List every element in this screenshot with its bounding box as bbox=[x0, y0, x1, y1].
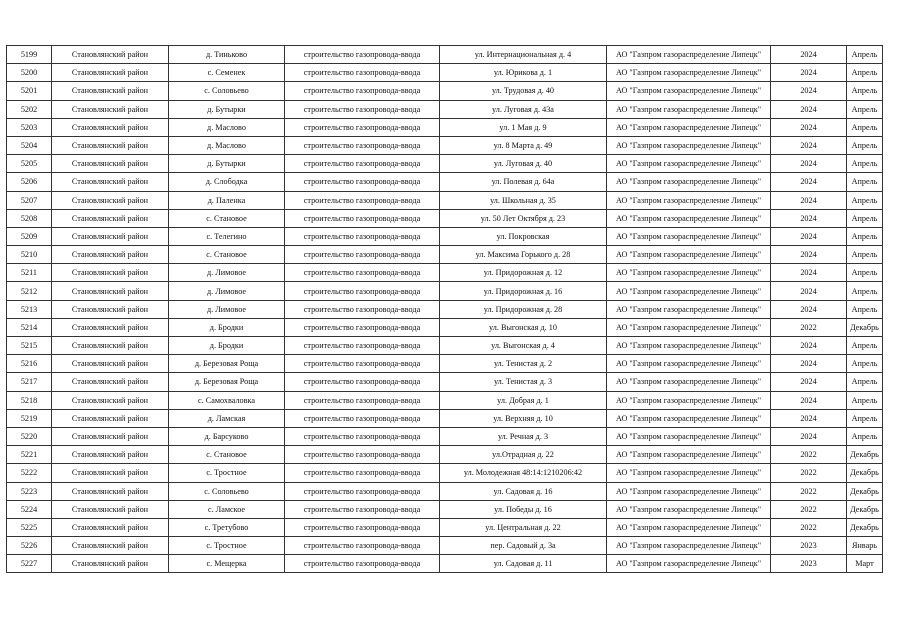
table-row bbox=[7, 82, 883, 100]
table-row bbox=[7, 464, 883, 482]
year-cell: 2024 bbox=[771, 191, 847, 209]
settlement-cell: д. Бродки bbox=[169, 318, 285, 336]
address-cell: ул. Тенистая д. 2 bbox=[440, 355, 607, 373]
district-cell: Становлянский район bbox=[52, 337, 169, 355]
row-number-cell: 5203 bbox=[7, 118, 52, 136]
month-cell: Апрель bbox=[847, 264, 883, 282]
table-row bbox=[7, 391, 883, 409]
table-row bbox=[7, 118, 883, 136]
month-cell: Апрель bbox=[847, 391, 883, 409]
year-cell: 2022 bbox=[771, 318, 847, 336]
work-type-cell: строительство газопровода-ввода bbox=[285, 446, 440, 464]
year-cell: 2024 bbox=[771, 337, 847, 355]
address-cell: ул. Центральная д. 22 bbox=[440, 518, 607, 536]
settlement-cell: д. Маслово bbox=[169, 118, 285, 136]
year-cell: 2024 bbox=[771, 427, 847, 445]
address-cell: ул. 1 Мая д. 9 bbox=[440, 118, 607, 136]
work-type-cell: строительство газопровода-ввода bbox=[285, 555, 440, 573]
organization-cell: АО "Газпром газораспределение Липецк" bbox=[607, 246, 771, 264]
district-cell: Становлянский район bbox=[52, 355, 169, 373]
month-cell: Декабрь bbox=[847, 318, 883, 336]
address-cell: ул. Речная д. 3 bbox=[440, 427, 607, 445]
district-cell: Становлянский район bbox=[52, 155, 169, 173]
work-type-cell: строительство газопровода-ввода bbox=[285, 500, 440, 518]
organization-cell: АО "Газпром газораспределение Липецк" bbox=[607, 118, 771, 136]
district-cell: Становлянский район bbox=[52, 427, 169, 445]
settlement-cell: д. Бутырки bbox=[169, 155, 285, 173]
row-number-cell: 5207 bbox=[7, 191, 52, 209]
organization-cell: АО "Газпром газораспределение Липецк" bbox=[607, 155, 771, 173]
work-type-cell: строительство газопровода-ввода bbox=[285, 264, 440, 282]
month-cell: Апрель bbox=[847, 173, 883, 191]
address-cell: ул.Отрадная д. 22 bbox=[440, 446, 607, 464]
year-cell: 2024 bbox=[771, 227, 847, 245]
month-cell: Апрель bbox=[847, 136, 883, 154]
organization-cell: АО "Газпром газораспределение Липецк" bbox=[607, 100, 771, 118]
settlement-cell: с. Самохваловка bbox=[169, 391, 285, 409]
year-cell: 2024 bbox=[771, 155, 847, 173]
organization-cell: АО "Газпром газораспределение Липецк" bbox=[607, 209, 771, 227]
district-cell: Становлянский район bbox=[52, 173, 169, 191]
year-cell: 2024 bbox=[771, 118, 847, 136]
table-row bbox=[7, 355, 883, 373]
settlement-cell: с. Становое bbox=[169, 209, 285, 227]
year-cell: 2024 bbox=[771, 82, 847, 100]
table-row bbox=[7, 427, 883, 445]
organization-cell: АО "Газпром газораспределение Липецк" bbox=[607, 464, 771, 482]
organization-cell: АО "Газпром газораспределение Липецк" bbox=[607, 537, 771, 555]
month-cell: Апрель bbox=[847, 191, 883, 209]
row-number-cell: 5227 bbox=[7, 555, 52, 573]
district-cell: Становлянский район bbox=[52, 46, 169, 64]
organization-cell: АО "Газпром газораспределение Липецк" bbox=[607, 555, 771, 573]
work-type-cell: строительство газопровода-ввода bbox=[285, 518, 440, 536]
row-number-cell: 5206 bbox=[7, 173, 52, 191]
settlement-cell: с. Телегино bbox=[169, 227, 285, 245]
district-cell: Становлянский район bbox=[52, 64, 169, 82]
work-type-cell: строительство газопровода-ввода bbox=[285, 427, 440, 445]
row-number-cell: 5215 bbox=[7, 337, 52, 355]
work-type-cell: строительство газопровода-ввода bbox=[285, 191, 440, 209]
row-number-cell: 5205 bbox=[7, 155, 52, 173]
organization-cell: АО "Газпром газораспределение Липецк" bbox=[607, 46, 771, 64]
table-row bbox=[7, 191, 883, 209]
settlement-cell: с. Третубово bbox=[169, 518, 285, 536]
organization-cell: АО "Газпром газораспределение Липецк" bbox=[607, 64, 771, 82]
settlement-cell: д. Тиньково bbox=[169, 46, 285, 64]
row-number-cell: 5209 bbox=[7, 227, 52, 245]
organization-cell: АО "Газпром газораспределение Липецк" bbox=[607, 409, 771, 427]
work-type-cell: строительство газопровода-ввода bbox=[285, 373, 440, 391]
table-row bbox=[7, 46, 883, 64]
work-type-cell: строительство газопровода-ввода bbox=[285, 246, 440, 264]
table-row bbox=[7, 155, 883, 173]
table-row bbox=[7, 246, 883, 264]
table-row bbox=[7, 264, 883, 282]
year-cell: 2024 bbox=[771, 300, 847, 318]
organization-cell: АО "Газпром газораспределение Липецк" bbox=[607, 136, 771, 154]
settlement-cell: д. Ламская bbox=[169, 409, 285, 427]
work-type-cell: строительство газопровода-ввода bbox=[285, 46, 440, 64]
organization-cell: АО "Газпром газораспределение Липецк" bbox=[607, 500, 771, 518]
organization-cell: АО "Газпром газораспределение Липецк" bbox=[607, 191, 771, 209]
year-cell: 2024 bbox=[771, 282, 847, 300]
row-number-cell: 5200 bbox=[7, 64, 52, 82]
work-type-cell: строительство газопровода-ввода bbox=[285, 136, 440, 154]
table-row bbox=[7, 227, 883, 245]
address-cell: ул. Юрикова д. 1 bbox=[440, 64, 607, 82]
row-number-cell: 5213 bbox=[7, 300, 52, 318]
month-cell: Апрель bbox=[847, 118, 883, 136]
month-cell: Декабрь bbox=[847, 464, 883, 482]
month-cell: Апрель bbox=[847, 373, 883, 391]
year-cell: 2022 bbox=[771, 446, 847, 464]
year-cell: 2024 bbox=[771, 100, 847, 118]
work-type-cell: строительство газопровода-ввода bbox=[285, 100, 440, 118]
table-row bbox=[7, 518, 883, 536]
settlement-cell: д. Слободка bbox=[169, 173, 285, 191]
table-row bbox=[7, 482, 883, 500]
settlement-cell: с. Становое bbox=[169, 246, 285, 264]
row-number-cell: 5199 bbox=[7, 46, 52, 64]
district-cell: Становлянский район bbox=[52, 300, 169, 318]
work-type-cell: строительство газопровода-ввода bbox=[285, 482, 440, 500]
month-cell: Апрель bbox=[847, 246, 883, 264]
month-cell: Апрель bbox=[847, 155, 883, 173]
table-row bbox=[7, 318, 883, 336]
row-number-cell: 5225 bbox=[7, 518, 52, 536]
table-row bbox=[7, 282, 883, 300]
work-type-cell: строительство газопровода-ввода bbox=[285, 282, 440, 300]
row-number-cell: 5221 bbox=[7, 446, 52, 464]
row-number-cell: 5214 bbox=[7, 318, 52, 336]
district-cell: Становлянский район bbox=[52, 282, 169, 300]
district-cell: Становлянский район bbox=[52, 118, 169, 136]
organization-cell: АО "Газпром газораспределение Липецк" bbox=[607, 264, 771, 282]
row-number-cell: 5212 bbox=[7, 282, 52, 300]
settlement-cell: д. Бутырки bbox=[169, 100, 285, 118]
month-cell: Апрель bbox=[847, 409, 883, 427]
district-cell: Становлянский район bbox=[52, 373, 169, 391]
settlement-cell: д. Лимовое bbox=[169, 264, 285, 282]
work-type-cell: строительство газопровода-ввода bbox=[285, 300, 440, 318]
district-cell: Становлянский район bbox=[52, 555, 169, 573]
district-cell: Становлянский район bbox=[52, 191, 169, 209]
address-cell: ул. 50 Лет Октября д. 23 bbox=[440, 209, 607, 227]
district-cell: Становлянский район bbox=[52, 136, 169, 154]
settlement-cell: с. Тростное bbox=[169, 537, 285, 555]
address-cell: ул. Молодежная 48:14:1210206:42 bbox=[440, 464, 607, 482]
row-number-cell: 5222 bbox=[7, 464, 52, 482]
year-cell: 2022 bbox=[771, 464, 847, 482]
district-cell: Становлянский район bbox=[52, 500, 169, 518]
year-cell: 2023 bbox=[771, 555, 847, 573]
table-row bbox=[7, 136, 883, 154]
address-cell: ул. Покровская bbox=[440, 227, 607, 245]
settlement-cell: с. Семенек bbox=[169, 64, 285, 82]
address-cell: ул. Придорожная д. 12 bbox=[440, 264, 607, 282]
settlement-cell: с. Тростное bbox=[169, 464, 285, 482]
year-cell: 2024 bbox=[771, 355, 847, 373]
month-cell: Апрель bbox=[847, 209, 883, 227]
settlement-cell: д. Паленка bbox=[169, 191, 285, 209]
year-cell: 2024 bbox=[771, 264, 847, 282]
row-number-cell: 5218 bbox=[7, 391, 52, 409]
district-cell: Становлянский район bbox=[52, 537, 169, 555]
district-cell: Становлянский район bbox=[52, 227, 169, 245]
month-cell: Декабрь bbox=[847, 518, 883, 536]
work-type-cell: строительство газопровода-ввода bbox=[285, 155, 440, 173]
row-number-cell: 5217 bbox=[7, 373, 52, 391]
work-type-cell: строительство газопровода-ввода bbox=[285, 118, 440, 136]
gasification-schedule-table bbox=[6, 45, 883, 573]
settlement-cell: с. Становое bbox=[169, 446, 285, 464]
organization-cell: АО "Газпром газораспределение Липецк" bbox=[607, 300, 771, 318]
year-cell: 2024 bbox=[771, 64, 847, 82]
table-row bbox=[7, 500, 883, 518]
row-number-cell: 5220 bbox=[7, 427, 52, 445]
work-type-cell: строительство газопровода-ввода bbox=[285, 227, 440, 245]
settlement-cell: с. Соловьево bbox=[169, 482, 285, 500]
district-cell: Становлянский район bbox=[52, 246, 169, 264]
table-row bbox=[7, 555, 883, 573]
month-cell: Апрель bbox=[847, 300, 883, 318]
address-cell: пер. Садовый д. 3а bbox=[440, 537, 607, 555]
address-cell: ул. 8 Марта д. 49 bbox=[440, 136, 607, 154]
month-cell: Апрель bbox=[847, 337, 883, 355]
organization-cell: АО "Газпром газораспределение Липецк" bbox=[607, 427, 771, 445]
year-cell: 2024 bbox=[771, 173, 847, 191]
address-cell: ул. Садовая д. 11 bbox=[440, 555, 607, 573]
organization-cell: АО "Газпром газораспределение Липецк" bbox=[607, 337, 771, 355]
month-cell: Апрель bbox=[847, 64, 883, 82]
address-cell: ул. Придорожная д. 16 bbox=[440, 282, 607, 300]
year-cell: 2022 bbox=[771, 518, 847, 536]
district-cell: Становлянский район bbox=[52, 264, 169, 282]
address-cell: ул. Выгонская д. 4 bbox=[440, 337, 607, 355]
year-cell: 2024 bbox=[771, 391, 847, 409]
table-row bbox=[7, 300, 883, 318]
work-type-cell: строительство газопровода-ввода bbox=[285, 337, 440, 355]
month-cell: Март bbox=[847, 555, 883, 573]
month-cell: Апрель bbox=[847, 46, 883, 64]
year-cell: 2024 bbox=[771, 409, 847, 427]
settlement-cell: с. Ламское bbox=[169, 500, 285, 518]
month-cell: Апрель bbox=[847, 355, 883, 373]
work-type-cell: строительство газопровода-ввода bbox=[285, 64, 440, 82]
month-cell: Апрель bbox=[847, 282, 883, 300]
year-cell: 2024 bbox=[771, 246, 847, 264]
month-cell: Декабрь bbox=[847, 500, 883, 518]
row-number-cell: 5219 bbox=[7, 409, 52, 427]
address-cell: ул. Выгонская д. 10 bbox=[440, 318, 607, 336]
settlement-cell: д. Березовая Роща bbox=[169, 355, 285, 373]
address-cell: ул. Школьная д. 35 bbox=[440, 191, 607, 209]
work-type-cell: строительство газопровода-ввода bbox=[285, 464, 440, 482]
settlement-cell: д. Маслово bbox=[169, 136, 285, 154]
row-number-cell: 5216 bbox=[7, 355, 52, 373]
address-cell: ул. Луговая д. 40 bbox=[440, 155, 607, 173]
organization-cell: АО "Газпром газораспределение Липецк" bbox=[607, 446, 771, 464]
district-cell: Становлянский район bbox=[52, 464, 169, 482]
settlement-cell: с. Соловьево bbox=[169, 82, 285, 100]
organization-cell: АО "Газпром газораспределение Липецк" bbox=[607, 227, 771, 245]
month-cell: Декабрь bbox=[847, 482, 883, 500]
table-row bbox=[7, 446, 883, 464]
district-cell: Становлянский район bbox=[52, 100, 169, 118]
month-cell: Апрель bbox=[847, 82, 883, 100]
address-cell: ул. Интернациональная д. 4 bbox=[440, 46, 607, 64]
address-cell: ул. Луговая д. 43а bbox=[440, 100, 607, 118]
row-number-cell: 5202 bbox=[7, 100, 52, 118]
row-number-cell: 5201 bbox=[7, 82, 52, 100]
address-cell: ул. Верхняя д. 10 bbox=[440, 409, 607, 427]
organization-cell: АО "Газпром газораспределение Липецк" bbox=[607, 518, 771, 536]
table-row bbox=[7, 537, 883, 555]
month-cell: Декабрь bbox=[847, 446, 883, 464]
row-number-cell: 5204 bbox=[7, 136, 52, 154]
district-cell: Становлянский район bbox=[52, 391, 169, 409]
table-row bbox=[7, 173, 883, 191]
settlement-cell: д. Лимовое bbox=[169, 282, 285, 300]
address-cell: ул. Победы д. 16 bbox=[440, 500, 607, 518]
address-cell: ул. Полевая д. 64а bbox=[440, 173, 607, 191]
table-row bbox=[7, 64, 883, 82]
address-cell: ул. Добрая д. 1 bbox=[440, 391, 607, 409]
district-cell: Становлянский район bbox=[52, 82, 169, 100]
organization-cell: АО "Газпром газораспределение Липецк" bbox=[607, 373, 771, 391]
year-cell: 2024 bbox=[771, 136, 847, 154]
work-type-cell: строительство газопровода-ввода bbox=[285, 391, 440, 409]
address-cell: ул. Трудовая д. 40 bbox=[440, 82, 607, 100]
district-cell: Становлянский район bbox=[52, 482, 169, 500]
year-cell: 2024 bbox=[771, 46, 847, 64]
organization-cell: АО "Газпром газораспределение Липецк" bbox=[607, 355, 771, 373]
organization-cell: АО "Газпром газораспределение Липецк" bbox=[607, 482, 771, 500]
month-cell: Январь bbox=[847, 537, 883, 555]
row-number-cell: 5223 bbox=[7, 482, 52, 500]
organization-cell: АО "Газпром газораспределение Липецк" bbox=[607, 173, 771, 191]
settlement-cell: д. Барсуково bbox=[169, 427, 285, 445]
row-number-cell: 5211 bbox=[7, 264, 52, 282]
year-cell: 2024 bbox=[771, 209, 847, 227]
month-cell: Апрель bbox=[847, 427, 883, 445]
table-row bbox=[7, 337, 883, 355]
month-cell: Апрель bbox=[847, 227, 883, 245]
settlement-cell: д. Бродки bbox=[169, 337, 285, 355]
year-cell: 2022 bbox=[771, 500, 847, 518]
table-body bbox=[7, 46, 883, 573]
row-number-cell: 5226 bbox=[7, 537, 52, 555]
settlement-cell: д. Лимовое bbox=[169, 300, 285, 318]
settlement-cell: д. Березовая Роща bbox=[169, 373, 285, 391]
row-number-cell: 5210 bbox=[7, 246, 52, 264]
district-cell: Становлянский район bbox=[52, 209, 169, 227]
district-cell: Становлянский район bbox=[52, 518, 169, 536]
organization-cell: АО "Газпром газораспределение Липецк" bbox=[607, 391, 771, 409]
table-row bbox=[7, 100, 883, 118]
row-number-cell: 5208 bbox=[7, 209, 52, 227]
work-type-cell: строительство газопровода-ввода bbox=[285, 82, 440, 100]
address-cell: ул. Садовая д. 16 bbox=[440, 482, 607, 500]
work-type-cell: строительство газопровода-ввода bbox=[285, 318, 440, 336]
row-number-cell: 5224 bbox=[7, 500, 52, 518]
year-cell: 2022 bbox=[771, 482, 847, 500]
district-cell: Становлянский район bbox=[52, 318, 169, 336]
address-cell: ул. Тенистая д. 3 bbox=[440, 373, 607, 391]
address-cell: ул. Придорожная д. 28 bbox=[440, 300, 607, 318]
work-type-cell: строительство газопровода-ввода bbox=[285, 537, 440, 555]
month-cell: Апрель bbox=[847, 100, 883, 118]
work-type-cell: строительство газопровода-ввода bbox=[285, 209, 440, 227]
year-cell: 2023 bbox=[771, 537, 847, 555]
table-row bbox=[7, 373, 883, 391]
organization-cell: АО "Газпром газораспределение Липецк" bbox=[607, 82, 771, 100]
work-type-cell: строительство газопровода-ввода bbox=[285, 173, 440, 191]
organization-cell: АО "Газпром газораспределение Липецк" bbox=[607, 282, 771, 300]
district-cell: Становлянский район bbox=[52, 446, 169, 464]
table-row bbox=[7, 409, 883, 427]
table-row bbox=[7, 209, 883, 227]
year-cell: 2024 bbox=[771, 373, 847, 391]
organization-cell: АО "Газпром газораспределение Липецк" bbox=[607, 318, 771, 336]
work-type-cell: строительство газопровода-ввода bbox=[285, 409, 440, 427]
district-cell: Становлянский район bbox=[52, 409, 169, 427]
settlement-cell: с. Мещерка bbox=[169, 555, 285, 573]
address-cell: ул. Максима Горького д. 28 bbox=[440, 246, 607, 264]
work-type-cell: строительство газопровода-ввода bbox=[285, 355, 440, 373]
